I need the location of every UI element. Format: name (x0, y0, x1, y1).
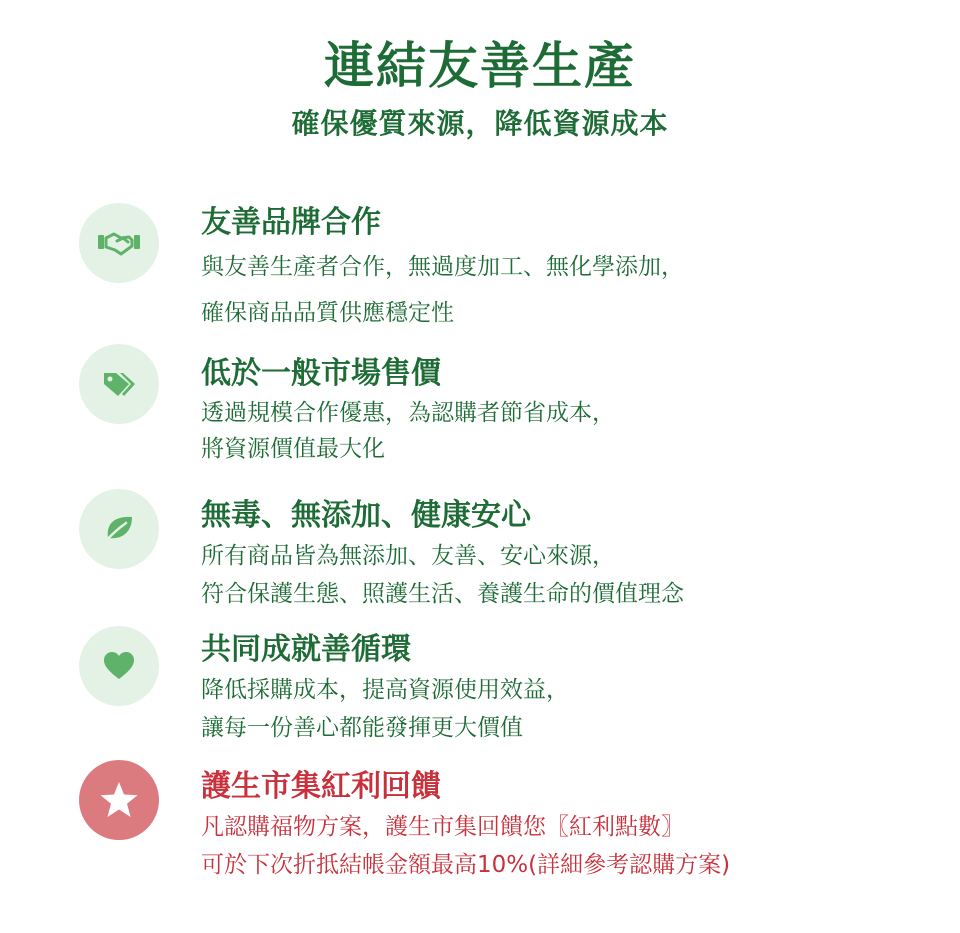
feature-title: 無毒、無添加、健康安心 (201, 498, 531, 533)
feature-title: 共同成就善循環 (201, 632, 411, 667)
heart-icon (79, 626, 159, 706)
feature-text (201, 342, 615, 467)
feature-title: 友善品牌合作 (201, 205, 381, 240)
feature-text (201, 196, 684, 336)
star-icon (79, 760, 159, 840)
header (0, 34, 960, 144)
feature-desc-line2: 讓每一份善心都能發揮更大價值 (201, 715, 523, 741)
feature-desc-line1: 與友善生產者合作，無過度加工、無化學添加， (201, 254, 684, 280)
feature-desc-line1: 凡認購福物方案，護生市集回饋您〖紅利點數〗 (201, 814, 684, 840)
feature-text (201, 489, 684, 613)
feature-text (201, 760, 730, 884)
feature-desc-line1: 降低採購成本，提高資源使用效益， (201, 677, 569, 703)
feature-desc-line1: 透過規模合作優惠，為認購者節省成本， (201, 400, 615, 426)
page-subtitle: 確保優質來源，降低資源成本 (291, 107, 669, 140)
feature-desc-line2: 可於下次折抵結帳金額最高10%(詳細參考認購方案) (201, 852, 731, 878)
feature-title: 低於一般市場售價 (201, 356, 441, 391)
feature-desc-line2: 確保商品品質供應穩定性 (201, 300, 454, 326)
feature-title: 護生市集紅利回饋 (201, 769, 441, 804)
page-title: 連結友善生產 (324, 37, 636, 95)
feature-desc-line2: 符合保護生態、照護生活、養護生命的價值理念 (201, 581, 684, 607)
leaf-icon (79, 489, 159, 569)
tag-icon (79, 344, 159, 424)
feature-desc-line2: 將資源價值最大化 (201, 436, 385, 462)
handshake-icon (79, 203, 159, 283)
feature-text (201, 623, 569, 747)
feature-desc-line1: 所有商品皆為無添加、友善、安心來源， (201, 543, 615, 569)
